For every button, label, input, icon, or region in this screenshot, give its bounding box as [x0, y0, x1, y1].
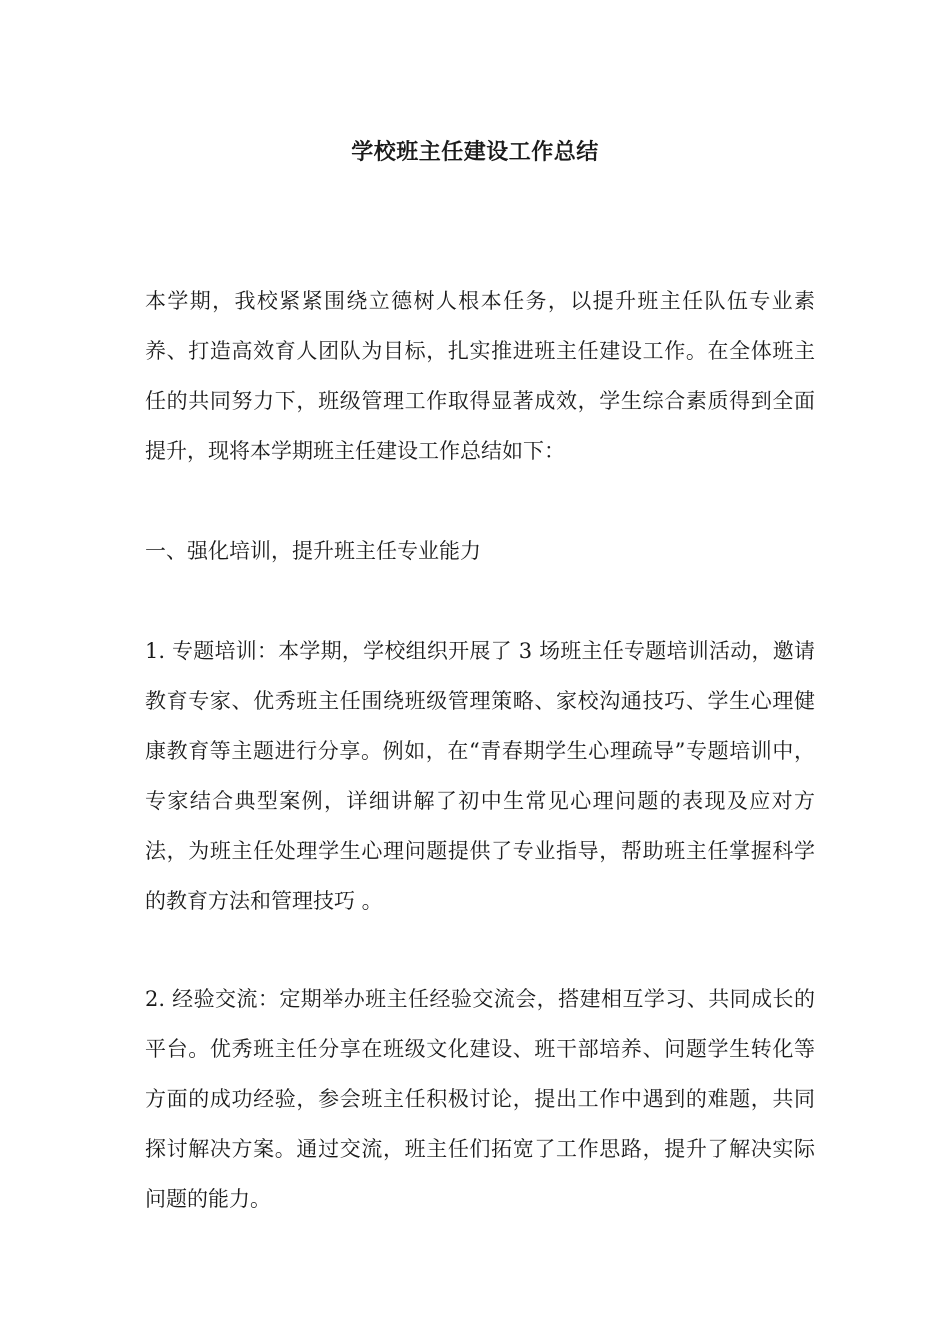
item-paragraph-1: 1. 专题培训：本学期，学校组织开展了 3 场班主任专题培训活动，邀请教育专家、优秀班主任围绕班级管理策略、家校沟通技巧、学生心理健康教育等主题进行分享。例如，在“青春期学生心理疏导”专题培训中，专家结合典型案例，详细讲解了初中生常见心理问题的表现及应对方法，为班主任处理学生心理问题提供了专业指导，帮助班主任掌握科学的教育方法和管理技巧 。: [145, 639, 815, 913]
document-title: 学校班主任建设工作总结: [351, 139, 599, 165]
intro-paragraph: 本学期，我校紧紧围绕立德树人根本任务，以提升班主任队伍专业素养、打造高效育人团队为目标，扎实推进班主任建设工作。在全体班主任的共同努力下，班级管理工作取得显著成效，学生综合素质得到全面提升，现将本学期班主任建设工作总结如下：: [145, 289, 815, 463]
section-heading-1: 一、强化培训，提升班主任专业能力: [145, 539, 481, 563]
item-paragraph-2: 2. 经验交流：定期举办班主任经验交流会，搭建相互学习、共同成长的平台。优秀班主任分享在班级文化建设、班干部培养、问题学生转化等方面的成功经验，参会班主任积极讨论，提出工作中遇到的难题，共同探讨解决方案。通过交流，班主任们拓宽了工作思路，提升了解决实际问题的能力。: [145, 987, 815, 1211]
